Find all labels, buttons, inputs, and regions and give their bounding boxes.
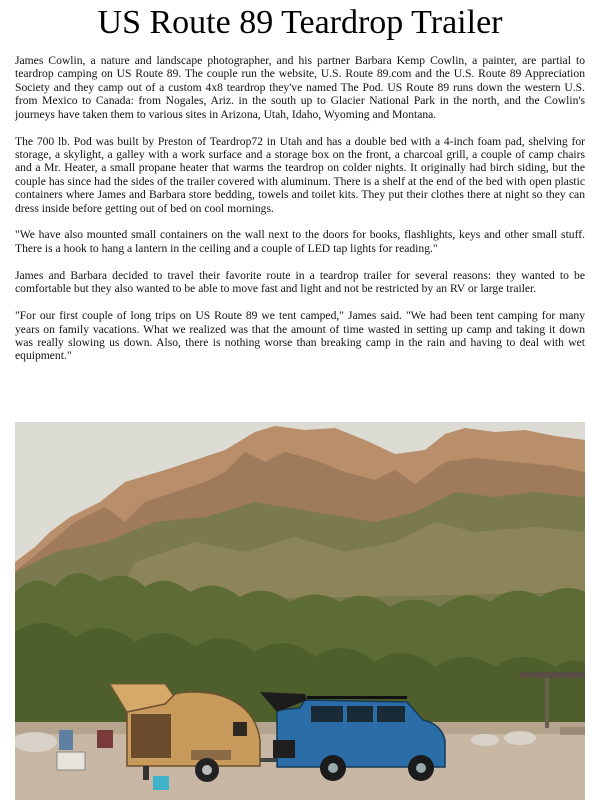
page-title: US Route 89 Teardrop Trailer xyxy=(97,4,503,41)
rock-left xyxy=(15,732,57,752)
camp-chair-2 xyxy=(97,730,113,748)
suv-window-1 xyxy=(311,706,343,722)
paragraph-4: James and Barbara decided to travel their favorite route in a teardrop trailer for several reasons: they wanted to be comfortable but they also wanted to be able to move fast and light and not be restricted by an RV or large trailer. xyxy=(15,268,585,296)
shelter-post xyxy=(545,678,549,728)
trailer-window xyxy=(233,722,247,736)
article-body xyxy=(15,54,585,376)
trailer-jack xyxy=(143,766,149,780)
paragraph-5: "For our first couple of long trips on US Route 89 we tent camped," James said. "We had been tent camping for many years on family vacations. What we realized was that the amount of time wasted in setting up camp and taking it down was really slowing us down. Also, there is nothing worse than breaking camp in the rain and having to deal with wet equipment." xyxy=(15,309,585,363)
suv-window-2 xyxy=(347,706,373,722)
suv-rear-bumper xyxy=(273,740,295,758)
photo-illustration xyxy=(15,422,585,800)
suv-rear-hub xyxy=(328,763,338,773)
shelter-roof xyxy=(520,672,585,678)
cooler xyxy=(153,776,169,790)
trailer-wheel-hub xyxy=(202,765,212,775)
suv-roof-rack xyxy=(307,696,407,699)
trailer-galley xyxy=(131,714,171,758)
trailer-fender xyxy=(191,750,231,760)
rock-right xyxy=(471,734,499,746)
paragraph-3: "We have also mounted small containers on the wall next to the doors for books, flashlights, keys and other small stuff. There is a hook to hang a lantern in the ceiling and a couple of LED tap lights for reading." xyxy=(15,228,585,255)
suv-window-3 xyxy=(377,706,405,722)
suv-front-hub xyxy=(416,763,426,773)
picnic-table xyxy=(560,727,585,735)
paragraph-1: James Cowlin, a nature and landscape photographer, and his partner Barbara Kemp Cowlin, a painter, are partial to teardrop camping on US Route 89. The couple run the website, U.S. Route 89.com and the U.S. Route 89 Appreciation Society and they camp out of a custom 4x8 teardrop they've named The Pod. US Route 89 runs down the western U.S. from Mexico to Canada: from Nogales, Ariz. in the south up to Glacier National Park in the north, and the Cowlin's journeys have taken them to various sites in Arizona, Utah, Idaho, Wyoming and Montana. xyxy=(15,54,585,121)
teardrop-trailer-photo xyxy=(15,422,585,800)
rock-far-right xyxy=(504,731,536,745)
camp-chair-1 xyxy=(59,730,73,750)
camp-table xyxy=(57,752,85,770)
paragraph-2: The 700 lb. Pod was built by Preston of Teardrop72 in Utah and has a double bed with a 4-inch foam pad, shelving for storage, a skylight, a galley with a work surface and a storage box on the front, a charcoal grill, a couple of camp chairs and a Mr. Heater, a small propane heater that warms the teardrop on colder nights. It originally had birch siding, but the couple has since had the sides of the trailer covered with aluminum. There is a shelf at the end of the bed with open plastic containers where James and Barbara store bedding, towels and toilet kits. They put their clothes there at night so they can dress inside before getting out of bed on cool mornings. xyxy=(15,134,585,215)
